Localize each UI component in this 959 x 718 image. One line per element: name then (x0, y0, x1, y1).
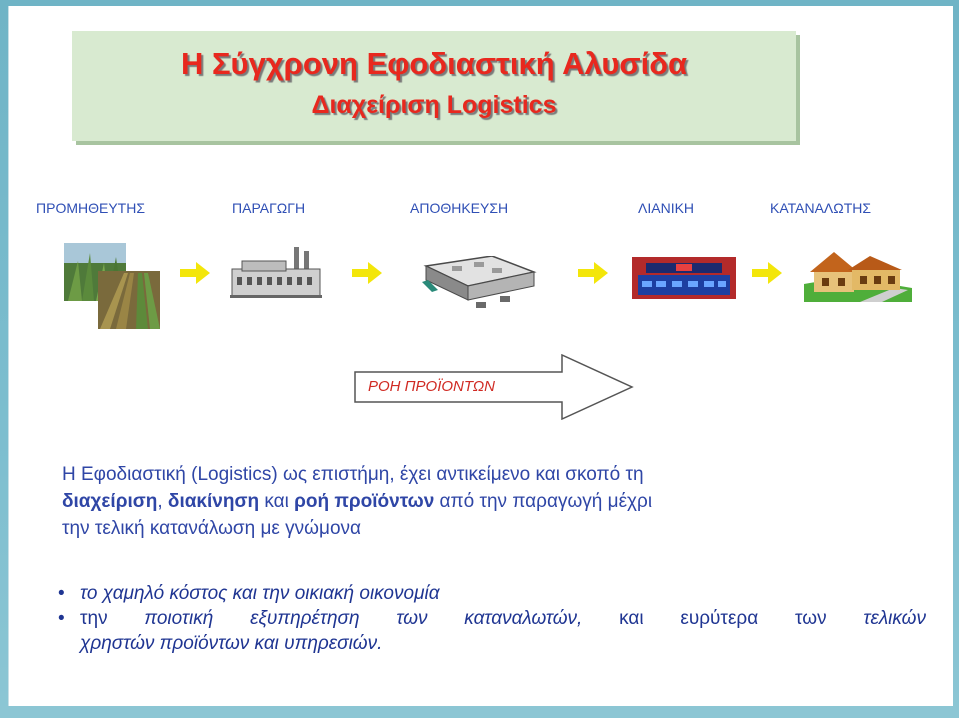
word: ποιοτική (144, 608, 214, 629)
stage-label-storage: ΑΠΟΘΗΚΕΥΣΗ (410, 200, 509, 216)
bold-product-flow: ροή προϊόντων (294, 491, 435, 512)
flow-arrow-icon-2 (352, 262, 382, 284)
para-and: και (259, 491, 295, 512)
bullet-item-2 (58, 606, 926, 656)
farm-field-icon (64, 243, 164, 329)
word: καταναλωτών, (464, 608, 583, 629)
bold-management: διαχείριση (62, 491, 158, 512)
product-flow-label: ΡΟΗ ΠΡΟΪΟΝΤΩΝ (368, 378, 496, 395)
word: των (795, 608, 827, 629)
factory-icon (230, 247, 322, 299)
para-line-1: Η Εφοδιαστική (Logistics) ως επιστήμη, έχει αντικείμενο και σκοπό τη (62, 464, 644, 485)
para-line-2-rest: από την παραγωγή μέχρι (434, 491, 653, 512)
stage-label-retail: ΛΙΑΝΙΚΗ (638, 200, 695, 216)
word: την (80, 608, 108, 629)
stage-label-production: ΠΑΡΑΓΩΓΗ (232, 200, 306, 216)
para-line-2 (62, 488, 842, 515)
word: των (396, 608, 428, 629)
title-line-1: Η Σύγχρονη Εφοδιαστική Αλυσίδα (180, 46, 688, 81)
bullet-text-2-line-1 (80, 606, 926, 631)
stage-label-supplier: ΠΡΟΜΗΘΕΥΤΗΣ (36, 200, 145, 216)
bullet-text-2-line-2: χρηστών προϊόντων και υπηρεσιών. (80, 633, 383, 654)
word: εξυπηρέτηση (250, 608, 360, 629)
bullet-list (58, 581, 926, 656)
para-line-3: την τελική κατανάλωση με γνώμονα (62, 518, 361, 539)
flow-arrow-icon-1 (180, 262, 210, 284)
intro-paragraph (62, 461, 842, 542)
bold-movement: διακίνηση (167, 491, 260, 512)
para-comma: , (157, 491, 168, 512)
flow-arrow-icon-3 (578, 262, 608, 284)
bullet-item-1 (58, 581, 926, 606)
word: ευρύτερα (680, 608, 759, 629)
title-line-2: Διαχείριση Logistics (311, 91, 557, 119)
store-icon (632, 257, 736, 299)
bullet-text-1: το χαμηλό κόστος και την οικιακή οικονομία (80, 583, 440, 604)
word: και (619, 608, 644, 629)
warehouse-icon (422, 256, 538, 312)
bullet-dot-icon: • (58, 583, 65, 604)
word: τελικών (863, 608, 926, 629)
title-box (72, 31, 796, 141)
house-icon (804, 248, 912, 302)
bullet-dot-icon: • (58, 608, 65, 629)
stage-label-consumer: ΚΑΤΑΝΑΛΩΤΗΣ (770, 200, 872, 216)
flow-arrow-icon-4 (752, 262, 782, 284)
